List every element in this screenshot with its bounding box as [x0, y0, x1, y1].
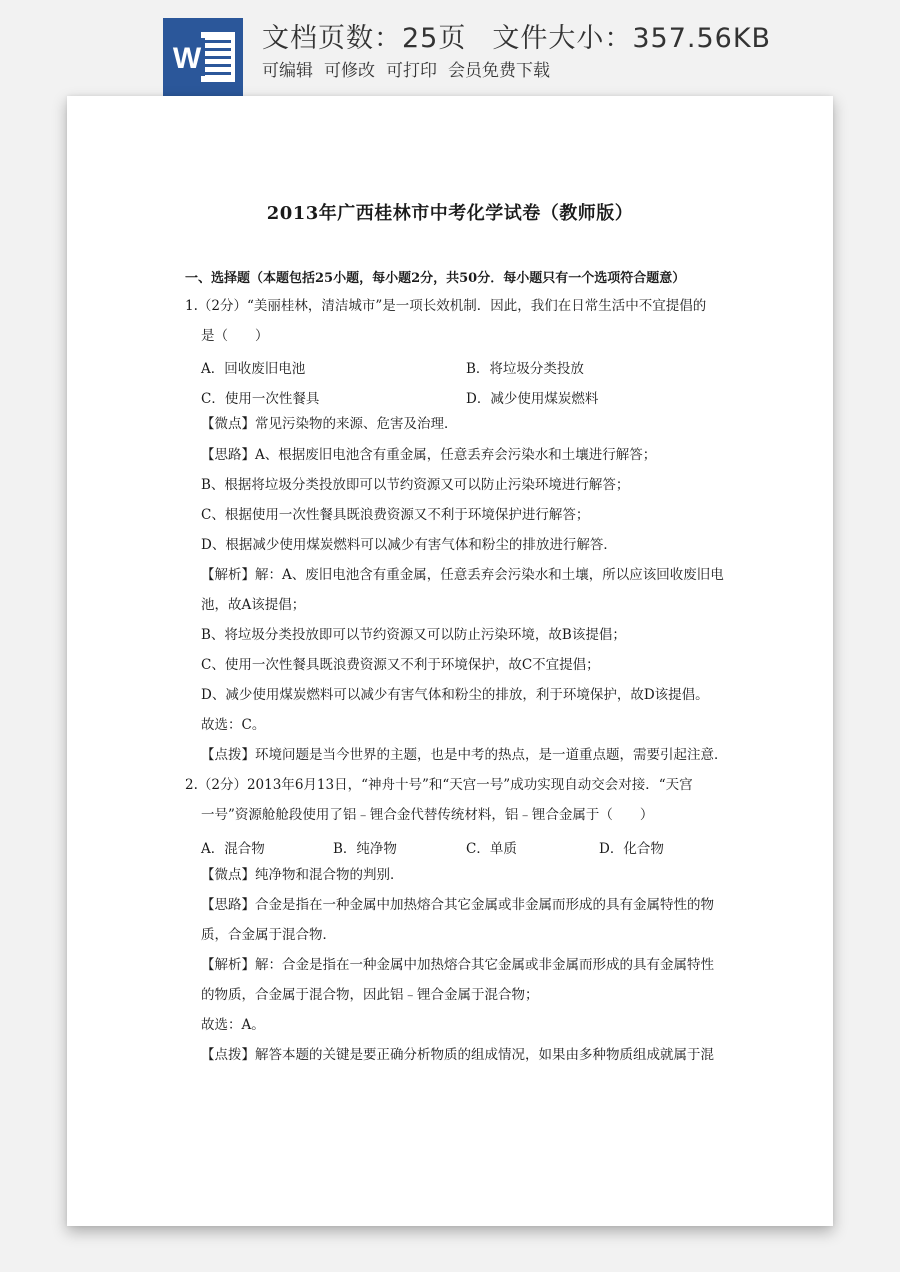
q1-silu-line: B、根据将垃圾分类投放即可以节约资源又可以防止污染环境进行解答； [201, 477, 630, 493]
feature-editable: 可编辑 [262, 61, 313, 81]
q1-stem-line2: 是（ ） [201, 328, 269, 344]
q1-jiexi-line: D、减少使用煤炭燃料可以减少有害气体和粉尘的排放，利于环境保护，故D该提倡。 [201, 687, 709, 703]
q2-stem-line2: 一号”资源舱舱段使用了铝﹣锂合金代替传统材料，铝﹣锂合金属于（ ） [201, 807, 654, 823]
q1-jiexi-line: B、将垃圾分类投放即可以节约资源又可以防止污染环境，故B该提倡； [201, 627, 626, 643]
q2-dianbo: 【点拨】解答本题的关键是要正确分析物质的组成情况，如果由多种物质组成就属于混 [201, 1047, 714, 1063]
file-info [262, 16, 771, 55]
feature-free-download: 会员免费下载 [448, 61, 550, 81]
page-title: 2013年广西桂林市中考化学试卷（教师版） [266, 203, 634, 224]
feature-modifiable: 可修改 [324, 61, 375, 81]
document-page [67, 96, 833, 1226]
q2-stem-line1: 2.（2分）2013年6月13日，“神舟十号”和“天宫一号”成功实现自动交会对接．“天宫 [185, 777, 693, 793]
q2-weidian: 【微点】纯净物和混合物的判别． [201, 867, 404, 883]
q1-silu-line: C、根据使用一次性餐具既浪费资源又不利于环境保护进行解答； [201, 507, 590, 523]
q1-weidian: 【微点】常见污染物的来源、危害及治理． [201, 416, 458, 432]
q1-silu-line: 【思路】A、根据废旧电池含有重金属，任意丢弃会污染水和土壤进行解答； [201, 447, 657, 463]
feature-list [262, 56, 561, 81]
q1-option-b: B．将垃圾分类投放 [466, 361, 584, 377]
feature-printable: 可打印 [386, 61, 437, 81]
q1-dianbo: 【点拨】环境问题是当今世界的主题，也是中考的热点，是一道重点题，需要引起注意． [201, 747, 728, 763]
q2-option-a: A．混合物 [201, 841, 265, 857]
q2-option-c: C．单质 [466, 841, 517, 857]
q1-jiexi-line: C、使用一次性餐具既浪费资源又不利于环境保护，故C不宜提倡； [201, 657, 600, 673]
q2-jiexi-line: 【解析】解：合金是指在一种金属中加热熔合其它金属或非金属而形成的具有金属特性 [201, 957, 714, 973]
q2-option-b: B．纯净物 [333, 841, 397, 857]
q2-jiexi-line: 的物质，合金属于混合物，因此铝﹣锂合金属于混合物； [201, 987, 539, 1003]
q2-answer: 故选：A。 [201, 1017, 265, 1033]
q1-option-d: D．减少使用煤炭燃料 [466, 391, 599, 407]
q1-jiexi-line: 池，故A该提倡； [201, 597, 306, 613]
word-icon-letter: W [172, 42, 202, 75]
q1-option-a: A．回收废旧电池 [201, 361, 306, 377]
page-count: 文档页数：25页 [262, 23, 467, 54]
q2-option-d: D．化合物 [599, 841, 664, 857]
q1-silu-line: D、根据减少使用煤炭燃料可以减少有害气体和粉尘的排放进行解答． [201, 537, 617, 553]
download-banner [0, 0, 900, 96]
q2-silu-line: 【思路】合金是指在一种金属中加热熔合其它金属或非金属而形成的具有金属特性的物 [201, 897, 714, 913]
file-size: 文件大小：357.56KB [492, 23, 772, 54]
word-doc-icon [163, 18, 243, 96]
q1-jiexi-line: 【解析】解：A、废旧电池含有重金属，任意丢弃会污染水和土壤，所以应该回收废旧电 [201, 567, 724, 583]
section-heading: 一、选择题（本题包括25小题，每小题2分，共50分．每小题只有一个选项符合题意） [185, 271, 686, 286]
q1-option-c: C．使用一次性餐具 [201, 391, 320, 407]
q2-silu-line: 质，合金属于混合物． [201, 927, 336, 943]
q1-answer: 故选：C。 [201, 717, 266, 733]
q1-stem-line1: 1.（2分）“美丽桂林，清洁城市”是一项长效机制．因此，我们在日常生活中不宜提倡的 [185, 298, 707, 314]
